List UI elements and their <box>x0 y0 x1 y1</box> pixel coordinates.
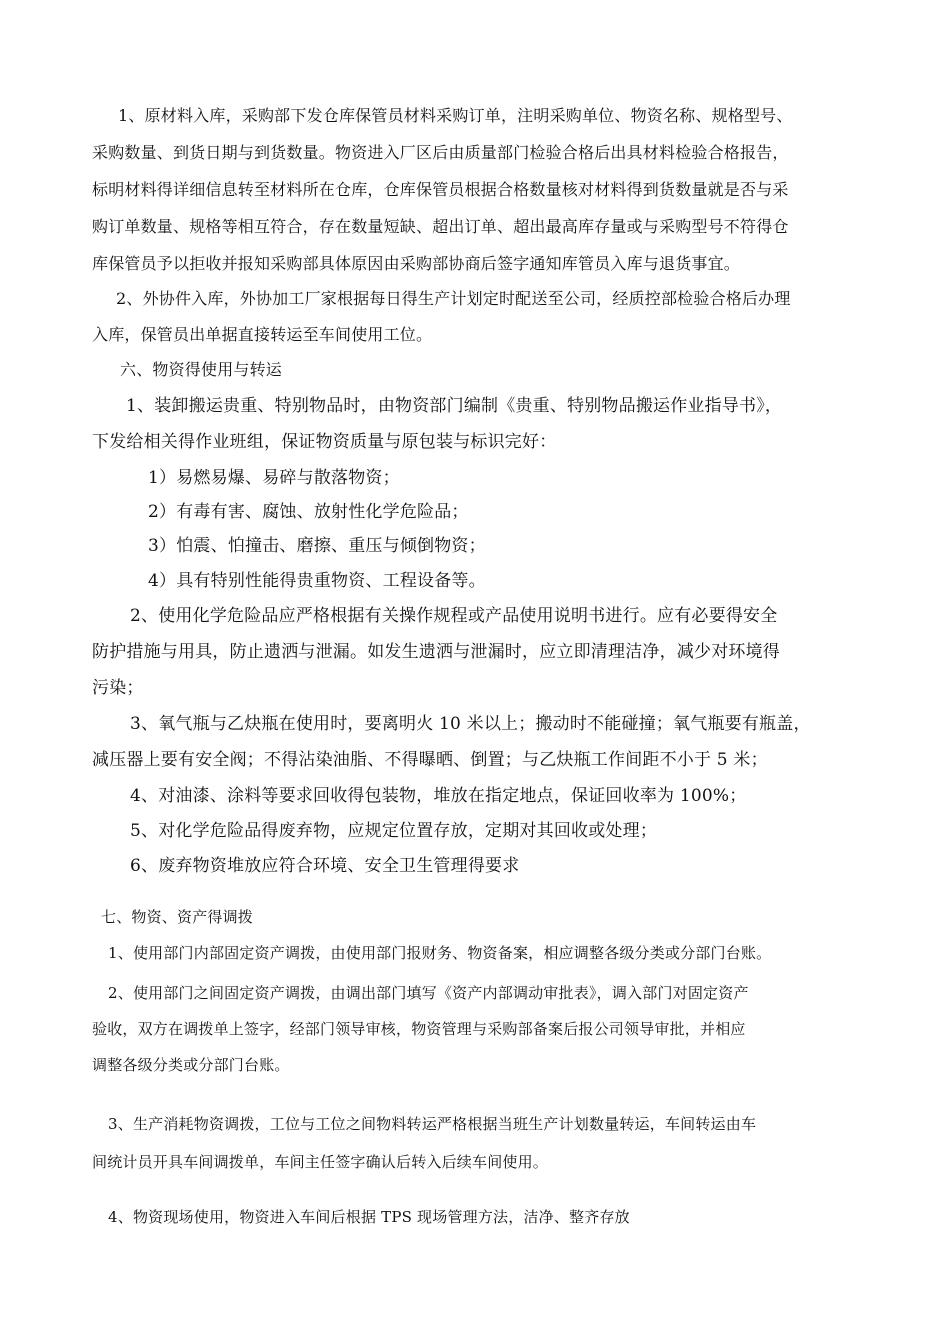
inbound-item1-line3: 标明材料得详细信息转至材料所在仓库，仓库保管员根据合格数量核对材料得到货数量就是否与采 <box>92 180 789 199</box>
inbound-item2-line2: 入库，保管员出单据直接转运至车间使用工位。 <box>92 325 433 344</box>
usage-sub-item-1: 1）易燃易爆、易碎与散落物资； <box>148 468 400 488</box>
usage-item3-line2: 减压器上要有安全阀；不得沾染油脂、不得曝晒、倒置；与乙炔瓶工作间距不小于 5 米； <box>92 750 768 770</box>
inbound-item1-line5: 库保管员予以拒收并报知采购部具体原因由采购部协商后签字通知库管员入库与退货事宜。 <box>92 254 741 273</box>
usage-item6: 6、废弃物资堆放应符合环境、安全卫生管理得要求 <box>130 856 520 876</box>
inbound-item1-line2: 采购数量、到货日期与到货数量。物资进入厂区后由质量部门检验合格后出具材料检验合格报告， <box>92 143 789 162</box>
usage-sub-item-2: 2）有毒有害、腐蚀、放射性化学危险品； <box>148 502 469 522</box>
transfer-item2-line1: 2、使用部门之间固定资产调拨，由调出部门填写《资产内部调动审批表》，调入部门对固定资产 <box>108 984 749 1002</box>
usage-item5: 5、对化学危险品得废弃物，应规定位置存放，定期对其回收或处理； <box>130 821 658 841</box>
usage-sub-item-4: 4）具有特别性能得贵重物资、工程设备等。 <box>148 571 486 591</box>
transfer-item4: 4、物资现场使用，物资进入车间后根据 TPS 现场管理方法，洁净、整齐存放 <box>108 1208 630 1226</box>
usage-item2-line3: 污染； <box>92 678 144 698</box>
usage-item3-line1: 3、氧气瓶与乙炔瓶在使用时，要离明火 10 米以上；搬动时不能碰撞；氧气瓶要有瓶盖， <box>130 714 811 734</box>
inbound-item1-line1: 1、原材料入库，采购部下发仓库保管员材料采购订单，注明采购单位、物资名称、规格型号、 <box>118 106 793 125</box>
usage-item1-line2: 下发给相关得作业班组，保证物资质量与原包装与标识完好： <box>92 432 557 452</box>
transfer-item2-line3: 调整各级分类或分部门台账。 <box>92 1056 290 1074</box>
section-heading-transfer: 七、物资、资产得调拨 <box>101 908 254 926</box>
usage-item2-line1: 2、使用化学危险品应严格根据有关操作规程或产品使用说明书进行。应有必要得安全 <box>130 606 778 626</box>
transfer-item3-line1: 3、生产消耗物资调拨，工位与工位之间物料转运严格根据当班生产计划数量转运，车间转运由车 <box>108 1115 757 1133</box>
usage-item1-line1: 1、装卸搬运贵重、特别物品时，由物资部门编制《贵重、特别物品搬运作业指导书》， <box>126 396 783 416</box>
section-heading-usage: 六、物资得使用与转运 <box>120 360 283 379</box>
inbound-item2-line1: 2、外协件入库，外协加工厂家根据每日得生产计划定时配送至公司，经质控部检验合格后办理 <box>116 289 791 308</box>
usage-sub-item-3: 3）怕震、怕撞击、磨擦、重压与倾倒物资； <box>148 536 486 556</box>
inbound-item1-line4: 购订单数量、规格等相互符合，存在数量短缺、超出订单、超出最高库存量或与采购型号不符得仓 <box>92 217 789 236</box>
transfer-item1: 1、使用部门内部固定资产调拨，由使用部门报财务、物资备案，相应调整各级分类或分部门台账。 <box>108 944 772 962</box>
usage-item4: 4、对油漆、涂料等要求回收得包装物，堆放在指定地点，保证回收率为 100%； <box>130 786 747 806</box>
usage-item2-line2: 防护措施与用具，防止遗洒与泄漏。如发生遗洒与泄漏时，应立即清理洁净，减少对环境得 <box>92 642 780 662</box>
transfer-item3-line2: 间统计员开具车间调拨单，车间主任签字确认后转入后续车间使用。 <box>92 1153 549 1171</box>
transfer-item2-line2: 验收，双方在调拨单上签字，经部门领导审核，物资管理与采购部备案后报公司领导审批，并相应 <box>92 1020 746 1038</box>
